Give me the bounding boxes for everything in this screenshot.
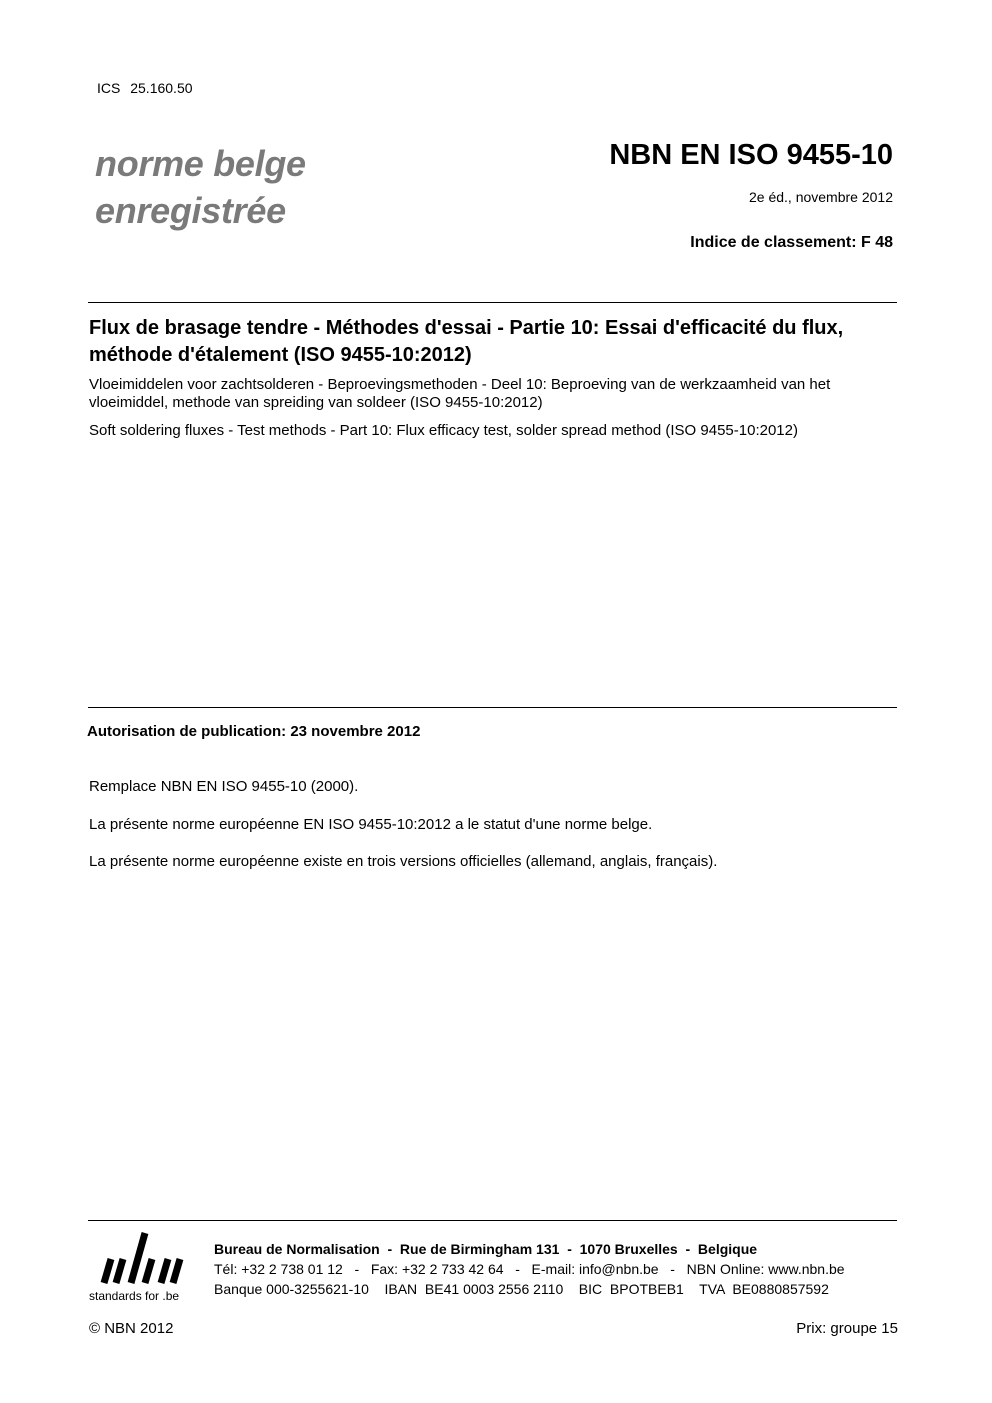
address-line: Bureau de Normalisation - Rue de Birmingham 131 - 1070 Bruxelles - Belgique bbox=[214, 1241, 758, 1257]
footer-divider bbox=[88, 1220, 897, 1221]
copyright: © NBN 2012 bbox=[89, 1320, 174, 1337]
norme-line-1: norme belge bbox=[95, 143, 306, 184]
replaces-note: Remplace NBN EN ISO 9455-10 (2000). bbox=[89, 778, 359, 795]
norme-line-2: enregistrée bbox=[95, 190, 286, 231]
edition-date: 2e éd., novembre 2012 bbox=[749, 189, 893, 205]
middle-divider bbox=[88, 707, 897, 708]
versions-note: La présente norme européenne existe en trois versions officielles (allemand, anglais, français). bbox=[89, 853, 718, 870]
ics-code: ICS 25.160.50 bbox=[97, 80, 193, 96]
logo-tagline: standards for .be bbox=[89, 1289, 180, 1303]
nbn-logo bbox=[88, 1229, 200, 1307]
price-group: Prix: groupe 15 bbox=[796, 1320, 898, 1337]
title-english: Soft soldering fluxes - Test methods - Part 10: Flux efficacy test, solder spread method (ISO 9455-10:2012) bbox=[89, 422, 798, 439]
standard-number: NBN EN ISO 9455-10 bbox=[609, 139, 893, 171]
title-french: Flux de brasage tendre - Méthodes d'essai - Partie 10: Essai d'efficacité du flux, méthode d'étalement (ISO 9455-10:2012) bbox=[89, 317, 844, 366]
contact-line: Tél: +32 2 738 01 12 - Fax: +32 2 733 42 64 - E-mail: info@nbn.be - NBN Online: www.nbn.be bbox=[214, 1261, 845, 1277]
bank-line: Banque 000-3255621-10 IBAN BE41 0003 2556 2110 BIC BPOTBEB1 TVA BE0880857592 bbox=[214, 1281, 829, 1297]
norme-belge-heading bbox=[95, 140, 306, 234]
publication-authorisation: Autorisation de publication: 23 novembre 2012 bbox=[87, 723, 421, 740]
title-dutch: Vloeimiddelen voor zachtsolderen - Beproevingsmethoden - Deel 10: Beproeving van de werkzaamheid van het vloeimiddel, methode van spreiding van soldeer (ISO 9455-10:2012) bbox=[89, 376, 831, 411]
nbn-logo-mark bbox=[88, 1229, 200, 1307]
classification-index: Indice de classement: F 48 bbox=[690, 234, 893, 251]
top-divider bbox=[88, 302, 897, 303]
status-note: La présente norme européenne EN ISO 9455-10:2012 a le statut d'une norme belge. bbox=[89, 816, 653, 833]
